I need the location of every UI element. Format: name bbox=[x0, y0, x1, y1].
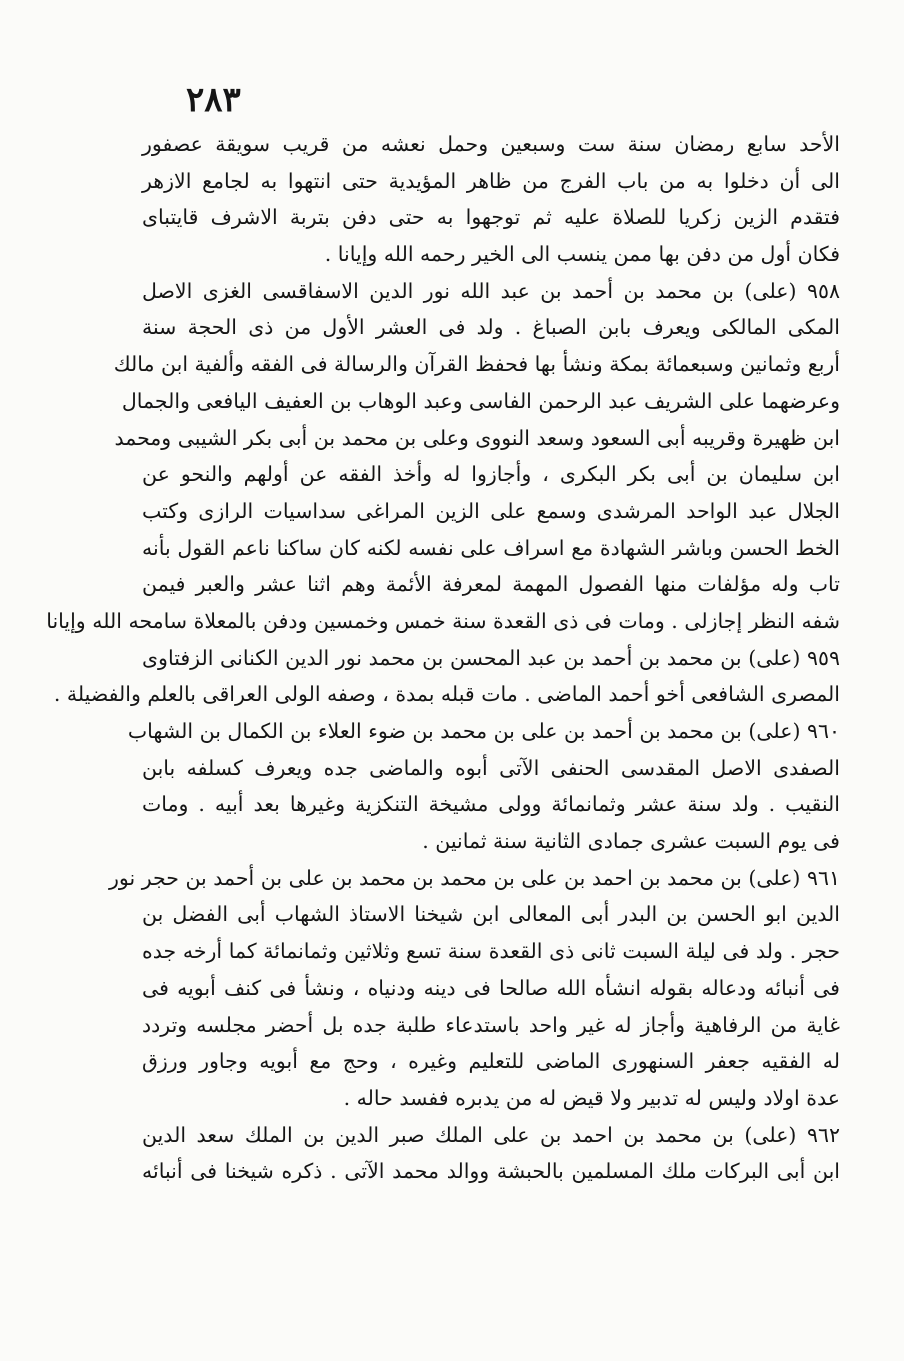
text-line: ٩٦١ (على) بن محمد بن احمد بن على بن محمد بن محمد بن على بن أحمد بن حجر نور bbox=[109, 865, 840, 890]
text-line: المكى المالكى ويعرف بابن الصباغ . ولد فى العشر الأول من ذى الحجة سنة bbox=[142, 315, 840, 340]
text-line: فى أنبائه ودعاله بقوله انشأه الله صالحا فى دينه ودنياه ، ونشأ فى كنف أبويه فى bbox=[142, 975, 840, 1000]
text-line: الأحد سابع رمضان سنة ست وسبعين وحمل نعشه من قريب سويقة عصفور bbox=[142, 132, 840, 156]
page-number: ٢٨٣ bbox=[186, 80, 241, 120]
text-line: ٩٥٩ (على) بن محمد بن أحمد بن عبد المحسن بن محمد نور الدين الكنانى الزفتاوى bbox=[142, 645, 840, 670]
text-line: وعرضهما على الشريف عبد الرحمن الفاسى وعبد الوهاب بن العفيف اليافعى والجمال bbox=[121, 388, 840, 413]
text-line: الجلال عبد الواحد المرشدى وسمع على الزين المراغى سداسيات الرازى وكتب bbox=[142, 498, 840, 523]
text-line: الخط الحسن وباشر الشهادة مع اسراف على نفسه لكنه كان ساكنا ناعم القول بأنه bbox=[142, 535, 840, 560]
text-line: ابن أبى البركات ملك المسلمين بالحبشة ووالد محمد الآتى . ذكره شيخنا فى أنبائه bbox=[142, 1159, 840, 1184]
text-line: المصرى الشافعى أخو أحمد الماضى . مات قبله بمدة ، وصفه الولى العراقى بالعلم والفضيلة . bbox=[53, 682, 840, 707]
text-line: فتقدم الزين زكريا للصلاة عليه ثم توجهوا به حتى دفن بتربة الاشرف قايتباى bbox=[142, 205, 840, 230]
text-line: فى يوم السبت عشرى جمادى الثانية سنة ثمانين . bbox=[422, 829, 840, 854]
text-line: تاب وله مؤلفات منها الفصول المهمة لمعرفة الأئمة وهم اثنا عشر والعبر فيمن bbox=[142, 572, 840, 597]
text-line: الدين ابو الحسن بن البدر أبى المعالى ابن شيخنا الاستاذ الشهاب أبى الفضل بن bbox=[142, 902, 840, 927]
text-line: حجر . ولد فى ليلة السبت ثانى ذى القعدة سنة تسع وثلاثين وثمانمائة كما أرخه جده bbox=[142, 939, 840, 964]
text-line: له الفقيه جعفر السنهورى الماضى للتعليم وغيره ، وحج مع أبويه وجاور ورزق bbox=[142, 1049, 840, 1074]
text-line: الصفدى الاصل المقدسى الحنفى الآتى أبوه والماضى جده ويعرف كسلفه بابن bbox=[142, 755, 840, 780]
text-line: النقيب . ولد سنة عشر وثمانمائة وولى مشيخة التنكزية وغيرها بعد أبيه . ومات bbox=[142, 792, 840, 817]
text-line: عدة اولاد وليس له تدبير ولا قيض له من يدبره ففسد حاله . bbox=[343, 1085, 840, 1110]
text-line: ابن ظهيرة وقريبه أبى السعود وسعد النووى وعلى بن محمد بن أبى بكر الشيبى ومحمد bbox=[114, 425, 840, 450]
body-text bbox=[46, 126, 841, 1190]
text-line: شفه النظر إجازلى . ومات فى ذى القعدة سنة خمس وخمسين ودفن بالمعلاة سامحه الله وإيانا bbox=[46, 608, 840, 633]
text-line: ٩٥٨ (على) بن محمد بن أحمد بن عبد الله نور الدين الاسفاقسى الغزى الاصل bbox=[142, 278, 840, 303]
text-line: غاية من الرفاهية وأجاز له غير واحد باستدعاء طلبة جده بل أحضر مجلسه وتردد bbox=[142, 1012, 840, 1037]
text-line: فكان أول من دفن بها ممن ينسب الى الخير رحمه الله وإيانا . bbox=[324, 242, 840, 267]
text-line: ٩٦٠ (على) بن محمد بن أحمد بن على بن محمد بن ضوء العلاء بن الكمال بن الشهاب bbox=[127, 719, 840, 743]
text-line: أربع وثمانين وسبعمائة بمكة ونشأ بها فحفظ القرآن والرسالة فى الفقه وألفية ابن مالك bbox=[113, 352, 840, 377]
text-line: الى أن دخلوا به من باب الفرج من ظاهر المؤيدية حتى انتهوا به لجامع الازهر bbox=[142, 168, 840, 193]
text-line: ابن سليمان بن أبى بكر البكرى ، وأجازوا له وأخذ الفقه عن أولهم والنحو عن bbox=[142, 462, 841, 487]
text-line: ٩٦٢ (على) بن محمد بن احمد بن على الملك صبر الدين بن الملك سعد الدين bbox=[142, 1122, 840, 1147]
